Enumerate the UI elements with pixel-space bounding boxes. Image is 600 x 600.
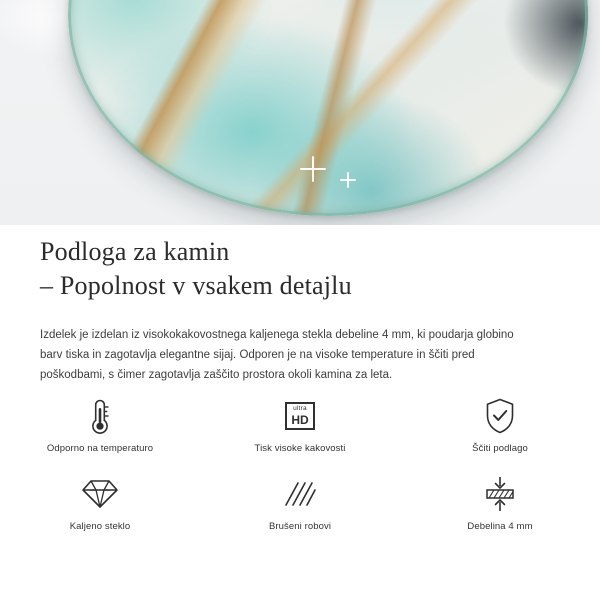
polished-edges-icon — [282, 473, 318, 515]
ultra-hd-icon — [285, 395, 315, 437]
description-paragraph: Izdelek je izdelan iz visokokakovostnega kaljenega stekla debeline 4 mm, ki poudarja globino barv tiska in zagotavlja elegantne sijaj. Odporen je na visoke temperature in ščiti pred poškodbami, s čimer zagotavlja zaščito prostora okoli kamina za leta. — [40, 329, 514, 381]
feature-label: Kaljeno steklo — [69, 521, 131, 532]
feature-item-polished-edges — [200, 473, 400, 551]
hero-image — [0, 0, 600, 225]
feature-label: Debelina 4 mm — [467, 521, 533, 532]
thickness-arrows-icon — [483, 473, 517, 515]
page-title — [0, 225, 600, 303]
glass-board — [68, 0, 588, 216]
content-block — [0, 225, 600, 385]
feature-label: Brušeni robovi — [268, 521, 332, 532]
thermometer-icon — [87, 395, 113, 437]
feature-list — [0, 395, 600, 551]
feature-item-thickness — [400, 473, 600, 551]
feature-item-protects-surface — [400, 395, 600, 473]
feature-item-temperature — [0, 395, 200, 473]
feature-label: Odporno na temperaturo — [46, 443, 154, 454]
shield-check-icon — [483, 395, 517, 437]
ultra-hd-top-text: ultra — [293, 405, 307, 413]
feature-label: Ščiti podlago — [472, 443, 528, 454]
feature-item-print-quality — [200, 395, 400, 473]
headline-line-1: Podloga za kamin — [40, 237, 230, 266]
feature-label: Tisk visoke kakovosti — [254, 443, 346, 454]
headline-line-2: – Popolnost v vsakem detajlu — [40, 271, 352, 300]
ultra-hd-bottom-text: HD — [291, 412, 309, 427]
feature-item-tempered-glass — [0, 473, 200, 551]
diamond-icon — [81, 473, 119, 515]
